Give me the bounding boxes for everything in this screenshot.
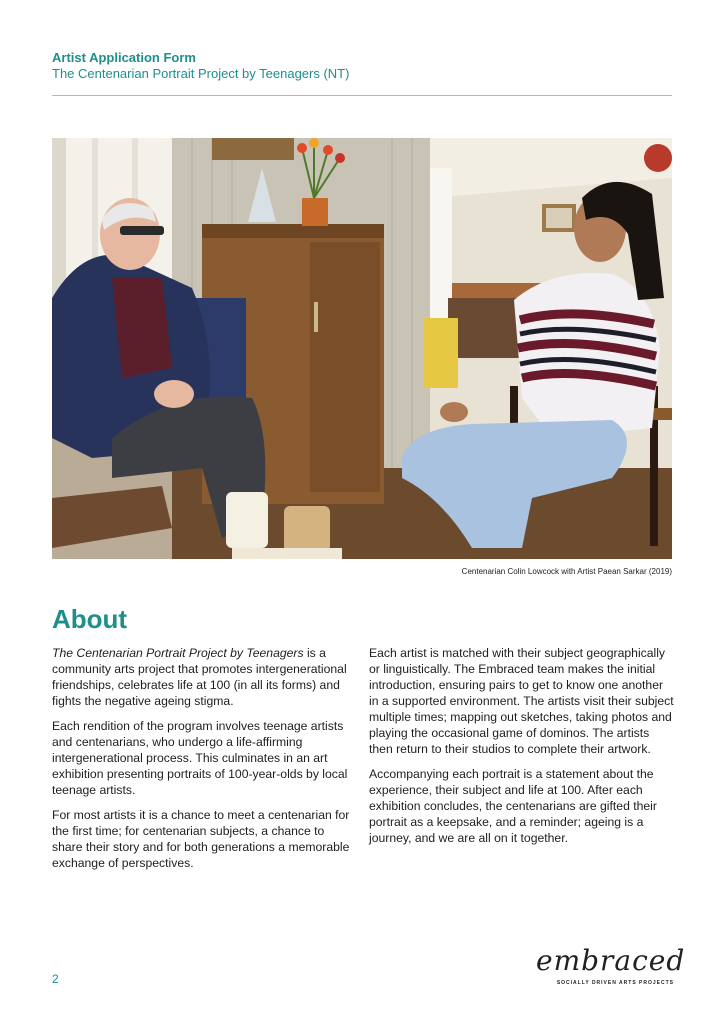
program-paragraph: Each rendition of the program involves teenage artists and centenarians, who undergo a life-affirming intergenerational process. This culminates in an art exhibition presenting portraits of 100-year-olds by local teenage artists. [52, 719, 348, 797]
logo-wordmark: embraced [536, 944, 686, 977]
project-name: The Centenarian Portrait Project by Teenagers [52, 646, 304, 660]
embraced-logo [536, 944, 686, 989]
project-subtitle: The Centenarian Portrait Project by Teenagers (NT) [52, 66, 350, 81]
matching-paragraph: Each artist is matched with their subject geographically or linguistically. The Embraced team makes the initial introduction, ensuring pairs to get to know one another in a supported environment. The artists visit their subject multiple times; mapping out sketches, taking photos and playing the occasional game of dominos. The artists then return to their studios to complete their artwork. [369, 646, 674, 756]
statement-paragraph: Accompanying each portrait is a statement about the experience, their subject and life at 100. After each exhibition concludes, the centenarians are gifted their portrait as a keepsake, and a reminder; ageing is a journey, and we are all on it together. [369, 767, 657, 845]
logo-tagline: SOCIALLY DRIVEN ARTS PROJECTS [556, 980, 674, 986]
artists-paragraph: For most artists it is a chance to meet a centenarian for the first time; for centenarian subjects, a chance to share their story and for both generations a memorable exchange of perspectives. [52, 808, 350, 870]
photo-caption: Centenarian Colin Lowcock with Artist Paean Sarkar (2019) [461, 567, 672, 576]
page-number: 2 [52, 972, 59, 986]
right-column [369, 645, 675, 855]
section-heading: About [52, 604, 128, 634]
intro-text: is a community arts project that promotes intergenerational friendships, celebrates life at 100 (in all its forms) and fights the negative ageing stigma. [52, 646, 347, 708]
form-title: Artist Application Form [52, 50, 196, 65]
left-column [52, 645, 352, 880]
header-divider [52, 95, 672, 96]
hero-photo [52, 138, 672, 559]
intro-paragraph [52, 645, 352, 709]
document-header [52, 50, 672, 82]
